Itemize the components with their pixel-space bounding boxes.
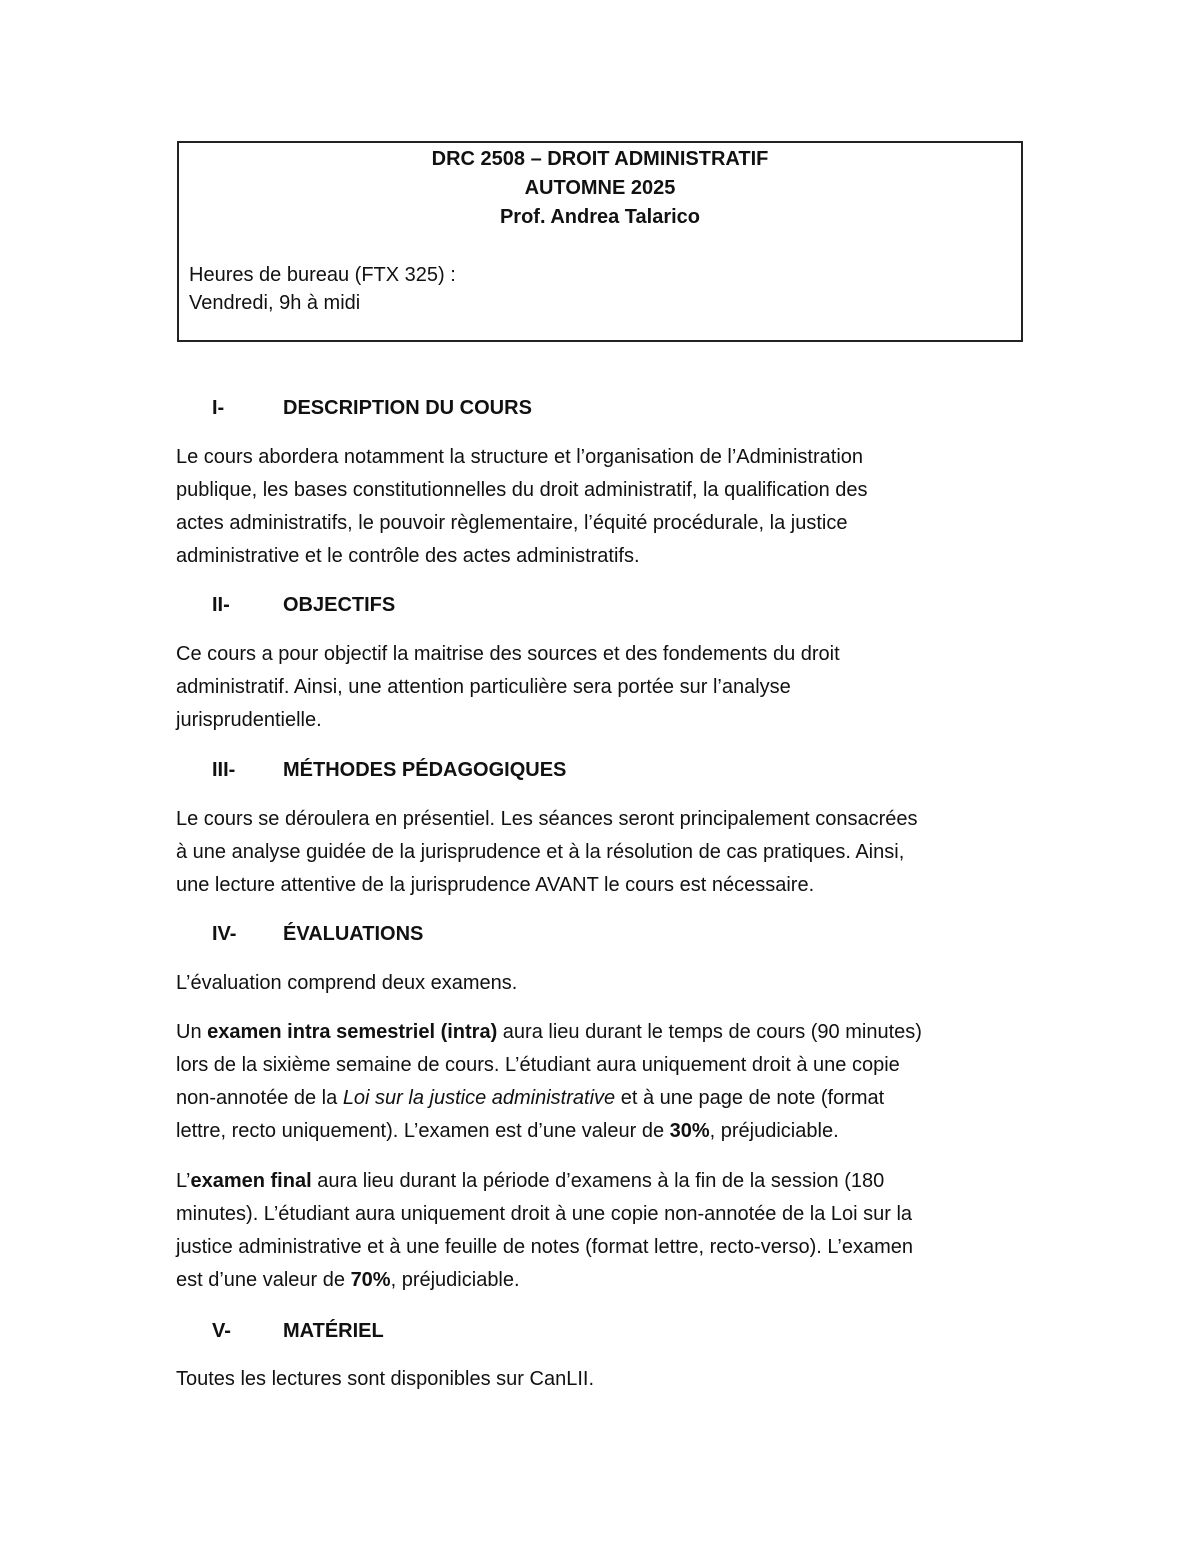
description-paragraph bbox=[176, 441, 1036, 573]
objectifs-paragraph bbox=[176, 638, 1036, 737]
paragraph-line: jurisprudentielle. bbox=[176, 709, 322, 731]
paragraph-line bbox=[176, 1115, 1036, 1148]
intra-weight: 30% bbox=[669, 1120, 710, 1142]
course-title: DRC 2508 – DROIT ADMINISTRATIF bbox=[431, 148, 769, 170]
paragraph-line: minutes). L’étudiant aura uniquement droit à une copie non-annotée de la Loi sur la bbox=[176, 1203, 913, 1225]
text-run: et à une page de note (format bbox=[615, 1087, 885, 1109]
text-run: aura lieu durant le temps de cours (90 minutes) bbox=[497, 1021, 922, 1043]
section-number: II- bbox=[212, 594, 230, 616]
paragraph-line bbox=[176, 1016, 1036, 1049]
section-number: III- bbox=[212, 759, 236, 781]
text-run: non-annotée de la bbox=[176, 1087, 343, 1109]
intra-exam-term: examen intra semestriel (intra) bbox=[207, 1021, 498, 1043]
section-title: OBJECTIFS bbox=[283, 594, 396, 616]
final-exam-term: examen final bbox=[190, 1170, 312, 1192]
paragraph-line: Toutes les lectures sont disponibles sur CanLII. bbox=[176, 1368, 594, 1390]
paragraph-line: Ce cours a pour objectif la maitrise des sources et des fondements du droit bbox=[176, 643, 840, 665]
text-run: est d’une valeur de bbox=[176, 1269, 351, 1291]
paragraph-line: Le cours abordera notamment la structure et l’organisation de l’Administration bbox=[176, 446, 864, 468]
section-number: IV- bbox=[212, 923, 237, 945]
paragraph-line: administratif. Ainsi, une attention particulière sera portée sur l’analyse bbox=[176, 676, 791, 698]
paragraph-line: actes administratifs, le pouvoir règlementaire, l’équité procédurale, la justice bbox=[176, 512, 848, 534]
paragraph-line bbox=[176, 1082, 1036, 1115]
section-heading-methodes bbox=[212, 758, 566, 782]
section-title: ÉVALUATIONS bbox=[283, 923, 424, 945]
paragraph-line: administrative et le contrôle des actes administratifs. bbox=[176, 545, 640, 567]
materiel-paragraph bbox=[176, 1363, 1036, 1396]
course-header-box bbox=[177, 141, 1023, 342]
professor-name: Prof. Andrea Talarico bbox=[499, 206, 701, 228]
office-hours-label: Heures de bureau (FTX 325) : bbox=[189, 264, 456, 286]
section-number: V- bbox=[212, 1320, 231, 1342]
paragraph-line bbox=[176, 1165, 1036, 1198]
paragraph-line: justice administrative et à une feuille de notes (format lettre, recto-verso). L’examen bbox=[176, 1236, 914, 1258]
office-hours-value: Vendredi, 9h à midi bbox=[189, 292, 361, 314]
section-title: MATÉRIEL bbox=[283, 1320, 384, 1342]
law-title: Loi sur la justice administrative bbox=[342, 1087, 616, 1109]
paragraph-line: publique, les bases constitutionnelles du droit administratif, la qualification des bbox=[176, 479, 868, 501]
section-number: I- bbox=[212, 397, 225, 419]
intra-exam-paragraph bbox=[176, 1016, 1036, 1148]
text-run: , préjudiciable. bbox=[709, 1120, 839, 1142]
final-weight: 70% bbox=[350, 1269, 391, 1291]
paragraph-line: une lecture attentive de la jurisprudence AVANT le cours est nécessaire. bbox=[176, 874, 815, 896]
text-run: aura lieu durant la période d’examens à la fin de la session (180 bbox=[311, 1170, 885, 1192]
paragraph-line: Le cours se déroulera en présentiel. Les séances seront principalement consacrées bbox=[176, 808, 918, 830]
text-run: L’ bbox=[176, 1170, 191, 1192]
final-exam-paragraph bbox=[176, 1165, 1036, 1297]
text-run: lettre, recto uniquement). L’examen est d’une valeur de bbox=[176, 1120, 670, 1142]
paragraph-line bbox=[176, 1264, 1036, 1297]
text-run: Un bbox=[176, 1021, 208, 1043]
evaluations-intro bbox=[176, 967, 1036, 1000]
paragraph-line: à une analyse guidée de la jurisprudence et à la résolution de cas pratiques. Ainsi, bbox=[176, 841, 905, 863]
paragraph-line: lors de la sixième semaine de cours. L’étudiant aura uniquement droit à une copie bbox=[176, 1054, 900, 1076]
methodes-paragraph bbox=[176, 803, 1036, 902]
section-title: MÉTHODES PÉDAGOGIQUES bbox=[283, 759, 567, 781]
paragraph-line: L’évaluation comprend deux examens. bbox=[176, 972, 518, 994]
section-heading-materiel bbox=[212, 1319, 384, 1343]
section-heading-evaluations bbox=[212, 922, 423, 946]
section-heading-description bbox=[212, 396, 532, 420]
section-heading-objectifs bbox=[212, 593, 395, 617]
course-term: AUTOMNE 2025 bbox=[524, 177, 676, 199]
text-run: , préjudiciable. bbox=[390, 1269, 520, 1291]
section-title: DESCRIPTION DU COURS bbox=[283, 397, 532, 419]
